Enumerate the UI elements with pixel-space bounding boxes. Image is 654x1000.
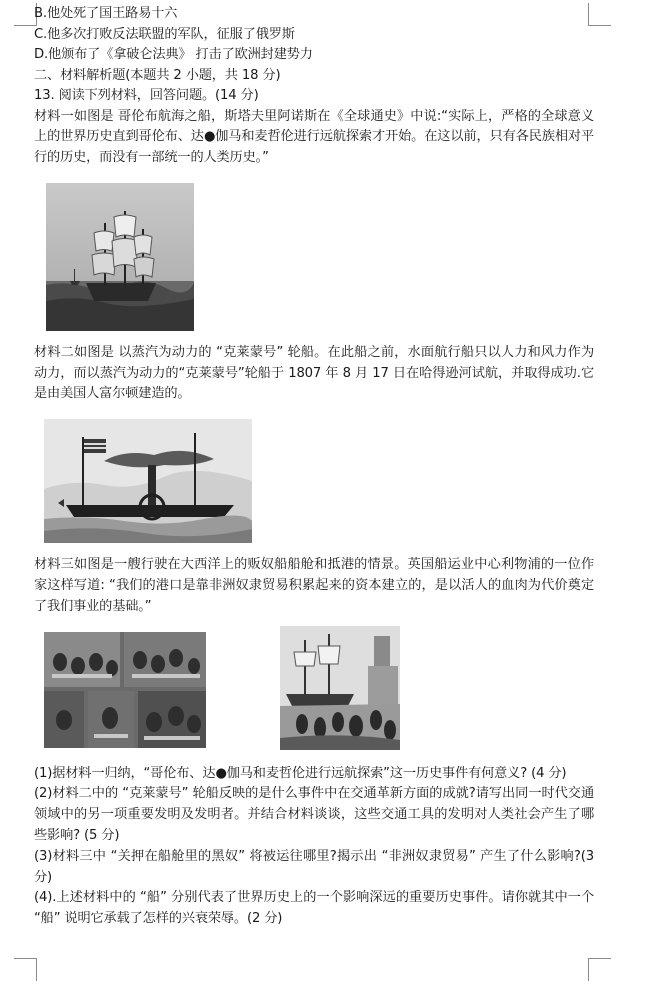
crop-mark-bottom-right <box>588 958 611 981</box>
slave-ship-hold-image <box>44 632 206 748</box>
material-3-text: 材料三如图是一艘行驶在大西洋上的贩奴船船舱和抵港的情景。英国船运业中心利物浦的一位作家这样写道: “我们的港口是靠非洲奴隶贸易积累起来的资本建立的，是以活人的血肉为代价奠定了我们事业的基础。” <box>34 557 594 614</box>
sub-question-3: (3)材料三中 “关押在船舱里的黑奴” 将被运往哪里?揭示出 “非洲奴隶贸易” 产生了什么影响?(3 分) <box>34 848 594 885</box>
slave-ship-port-image <box>280 626 400 750</box>
page-content <box>34 6 594 930</box>
option-c: C.他多次打败反法联盟的军队，征服了俄罗斯 <box>34 26 295 42</box>
option-b: B.他处死了国王路易十六 <box>34 6 178 21</box>
sub-question-1: (1)据材料一归纳，“哥伦布、达●伽马和麦哲伦进行远航探索”这一历史事件有何意义? (4 分) <box>34 765 567 781</box>
question-intro: 13. 阅读下列材料，回答问题。(14 分) <box>34 88 259 103</box>
crop-mark-bottom-left <box>14 958 37 981</box>
material-1-text: 材料一如图是 哥伦布航海之船，斯塔夫里阿诺斯在《全球通史》中说:“实际上，严格的全球意义上的世界历史直到哥伦布、达●伽马和麦哲伦进行远航探索才开始。在这以前，只有各民族相对平行的历史，而没有一部统一的人类历史。” <box>34 108 594 166</box>
clermont-steamboat-image <box>44 419 252 543</box>
material-2-text: 材料二如图是 以蒸汽为动力的 “克莱蒙号” 轮船。在此船之前，水面航行船只以人力和风力作为动力，而以蒸汽为动力的“克莱蒙号”轮船于 1807 年 8 月 17 日在哈得逊河试航，并取得成功.它是由美国人富尔顿建造的。 <box>34 344 594 402</box>
columbus-ship-image <box>46 183 194 331</box>
option-d: D.他颁布了《拿破仑法典》 打击了欧洲封建势力 <box>34 47 313 62</box>
section-heading: 二、材料解析题(本题共 2 小题，共 18 分) <box>34 67 281 83</box>
sub-question-4: (4).上述材料中的 “船” 分别代表了世界历史上的一个影响深远的重要历史事件。请你就其中一个 “船” 说明它承载了怎样的兴衰荣辱。(2 分) <box>34 890 594 927</box>
sub-question-2: (2)材料二中的 “克莱蒙号” 轮船反映的是什么事件中在交通革新方面的成就?请写出同一时代交通领域中的另一项重要发明及发明者。并结合材料谈谈，这些交通工具的发明对人类社会产生了哪些影响? (5 分) <box>34 786 594 844</box>
